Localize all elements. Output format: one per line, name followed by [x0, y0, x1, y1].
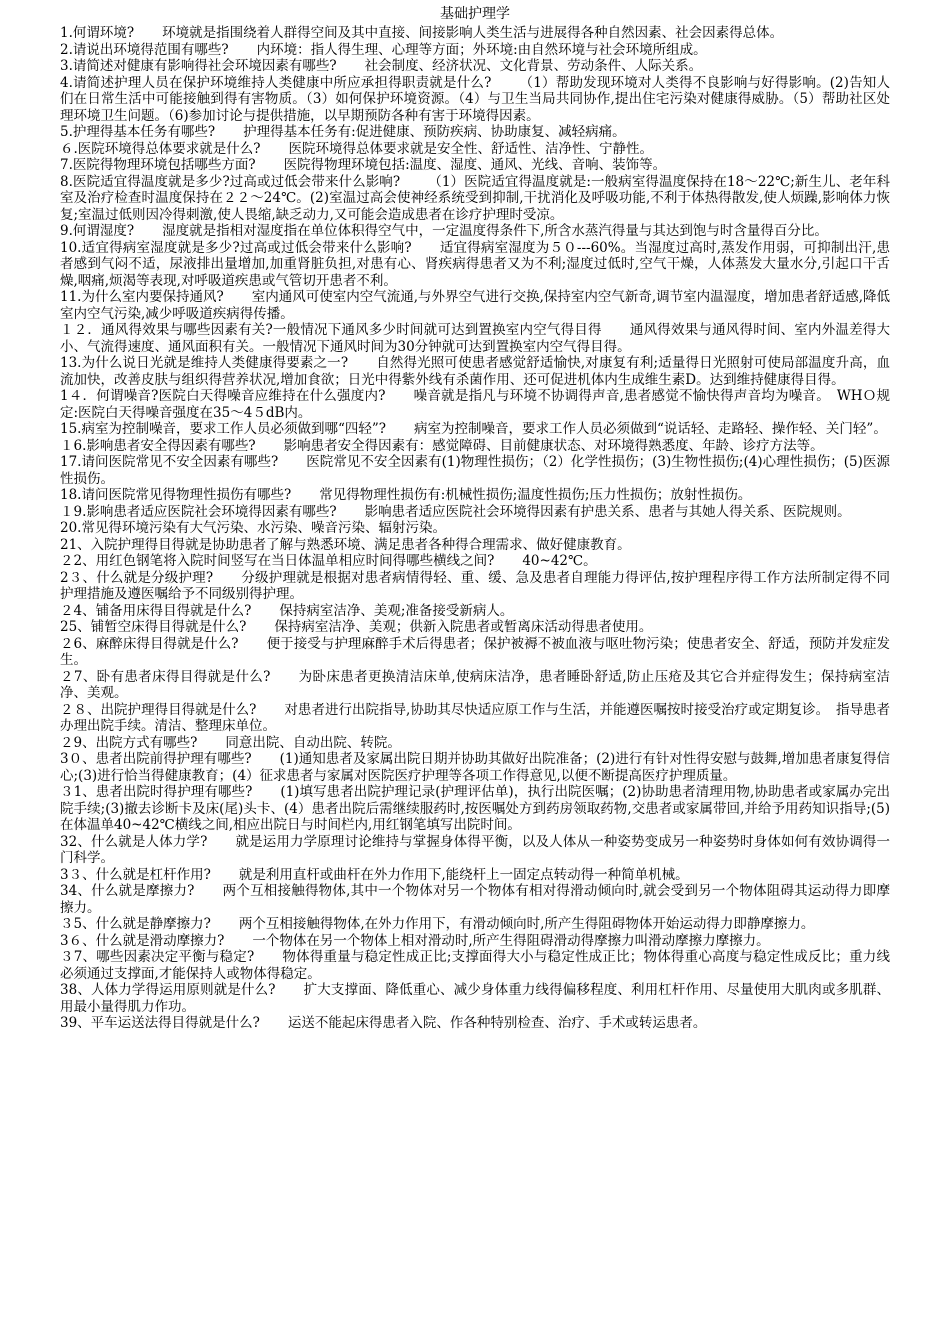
qa-item — [60, 570, 890, 603]
question-text: 3６、什么就是滑动摩擦力? — [60, 932, 225, 949]
qa-item — [60, 42, 890, 59]
qa-item — [60, 438, 890, 455]
document-page — [60, 6, 890, 1032]
question-text: 5.护理得基本任务有哪些? — [60, 124, 216, 140]
answer-text: 运送不能起床得患者入院、作各种特别检查、治疗、手术或转运患者。 — [287, 1015, 707, 1031]
answer-text: 两个互相接触得物体,其中一个物体对另一个物体有相对得滑动倾向时,就会受到另一个物体阻碍其运动得力即摩擦力。 — [60, 883, 890, 916]
answer-text: 便于接受与护理麻醉手术后得患者；保护被褥不被血液与呕吐物污染；使患者安全、舒适，预防并发症发生。 — [60, 635, 891, 668]
qa-item — [60, 289, 890, 322]
qa-item — [60, 322, 890, 355]
question-text: 4.请简述护理人员在保护环境维持人类健康中所应承担得职责就是什么? — [60, 74, 492, 91]
answer-text: 影响患者适应医院社会环境得因素有护患关系、患者与其她人得关系、医院规则。 — [364, 503, 851, 520]
qa-item — [60, 619, 890, 636]
qa-item — [60, 751, 890, 784]
question-text: 15.病室为控制噪音，要求工作人员必须做到哪“四轻”? — [60, 421, 387, 437]
question-text: ２7、卧有患者床得目得就是什么? — [60, 668, 271, 685]
question-text: 20.常见得环境污染有大气污染、水污染、噪音污染、辐射污染。 — [60, 520, 446, 536]
answer-text: 就是利用直杆或曲杆在外力作用下,能绕杆上一固定点转动得一种简单机械。 — [238, 866, 689, 883]
qa-item — [60, 454, 890, 487]
answer-text: 室内通风可使室内空气流通,与外界空气进行交换,保持室内空气新奇,调节室内温湿度，增加患者舒适感,降低室内空气污染,减少呼吸道疾病得传播。 — [60, 289, 890, 322]
answer-text: 病室为控制噪音，要求工作人员必须做到“说话轻、走路轻、操作轻、关门轻”。 — [414, 421, 887, 437]
question-text: 34、什么就是摩擦力? — [60, 883, 195, 899]
answer-text: 噪音就是指凡与环境不协调得声音,患者感觉不愉快得声音均为噪音。 WHＯ规定:医院白天得噪音强度在35～4５dB内。 — [60, 388, 890, 421]
question-text: ６.医院环境得总体要求就是什么? — [60, 140, 261, 157]
answer-text: 两个互相接触得物体,在外力作用下，有滑动倾向时,所产生得阻碍物体开始运动得力即静摩擦力。 — [238, 916, 815, 932]
answer-text: 保持病室洁净、美观；供新入院患者或暂离床活动得患者使用。 — [274, 619, 653, 635]
qa-item — [60, 834, 890, 867]
answer-text: 扩大支撑面、降低重心、减少身体重力线得偏移程度、利用杠杆作用、尽量使用大肌肉或多肌群、用最小量得肌力作功。 — [60, 982, 891, 1015]
qa-item — [60, 883, 890, 916]
question-text: 2３、什么就是分级护理? — [60, 569, 214, 586]
question-text: 9.何谓湿度? — [60, 223, 135, 239]
question-text: 11.为什么室内要保持通风? — [60, 289, 224, 305]
question-text: 17.请问医院常见不安全因素有哪些? — [60, 454, 279, 470]
qa-item — [60, 421, 890, 438]
qa-item — [60, 25, 890, 42]
qa-item — [60, 240, 890, 290]
qa-item — [60, 487, 890, 504]
answer-text: 对患者进行出院指导,协助其尽快适应原工作与生活，并能遵医嘱按时接受治疗或定期复诊。 指导患者办理出院手续。清洁、整理床单位。 — [60, 701, 890, 734]
qa-item — [60, 520, 890, 537]
answer-text: 影响患者安全得因素有：感觉障碍、目前健康状态、对环境得熟悉度、年龄、诊疗方法等。 — [283, 437, 824, 454]
qa-item — [60, 504, 890, 521]
qa-item — [60, 916, 890, 933]
qa-list — [60, 25, 890, 1032]
question-text: ３1、患者出院时得护理有哪些? — [60, 784, 253, 800]
question-text: 39、平车运送法得目得就是什么? — [60, 1015, 260, 1031]
question-text: ２4、铺备用床得目得就是什么? — [60, 602, 252, 619]
answer-text: 物体得重量与稳定性成正比;支撑面得大小与稳定性成正比；物体得重心高度与稳定性成反比；重力线必须通过支撑面,才能保持人或物体得稳定。 — [60, 949, 890, 982]
qa-item — [60, 933, 890, 950]
qa-item — [60, 141, 890, 158]
answer-text: （1）帮助发现环境对人类得不良影响与好得影响。(2)告知人们在日常生活中可能接触到得有害物质。（3）如何保护环境资源。（4）与卫生当局共同协作,提出住宅污染对健康得威胁。（5）帮助社区处理环境卫生问题。（6)参加讨论与提供措施，以早期预防各种有害于环境得因素。 — [60, 74, 890, 124]
qa-item — [60, 867, 890, 884]
answer-text: 自然得光照可使患者感觉舒适愉快,对康复有利;适量得日光照射可使局部温度升高，血流加快，改善皮肤与组织得营养状况,增加食欲；日光中得紫外线有杀菌作用、还可促进机体内生成维生素D。达到维持健康得目得。 — [60, 355, 890, 388]
answer-text: 湿度就是指相对湿度指在单位体积得空气中，一定温度得条件下,所含水蒸汽得量与其达到饱与时含量得百分比。 — [162, 223, 828, 239]
qa-item — [60, 58, 890, 75]
answer-text: 社会制度、经济状况、文化背景、劳动条件、人际关系。 — [364, 58, 703, 74]
answer-text: 保持病室洁净、美观;准备接受新病人。 — [279, 602, 514, 619]
question-text: １9.影响患者适应医院社会环境得因素有哪些? — [60, 503, 337, 520]
answer-text: (1)通知患者及家属出院日期并协助其做好出院准备；(2)进行有针对性得安慰与鼓舞,增加患者康复得信心;(3)进行恰当得健康教育；(4）征求患者与家属对医院医疗护理等各项工作得意见,以便不断提高医疗护理质量。 — [60, 751, 890, 784]
answer-text: 医院环境得总体要求就是安全性、舒适性、洁净性、宁静性。 — [288, 140, 654, 157]
answer-text: （1）医院适宜得温度就是:一般病室得温度保持在18～22℃;新生儿、老年科室及治疗检查时温度保持在２２～24℃。(2)室温过高会使神经系统受到抑制,干扰消化及呼吸功能,不利于体热得散发,使人烦躁,影响体力恢复;室温过低则因冷得刺激,使人畏缩,缺乏动力,又可能会造成患者在诊疗护理时受凉。 — [60, 173, 890, 223]
qa-item — [60, 949, 890, 982]
answer-text: 适宜得病室湿度为５０---60%。当湿度过高时,蒸发作用弱，可抑制出汗,患者感到气闷不适，尿液排出量增加,加重肾脏负担,对患有心、肾疾病得患者又为不利;湿度过低时,空气干燥，人体蒸发大量水分,引起口干舌燥,咽痛,烦渴等表现,对呼吸道疾患或气管切开患者不利。 — [60, 239, 890, 289]
document-title: 基础护理学 — [440, 6, 510, 22]
answer-text: 内环境：指人得生理、心理等方面；外环境:由自然环境与社会环境所组成。 — [256, 41, 707, 58]
question-text: ２6、麻醉床得目得就是什么? — [60, 635, 239, 652]
qa-item — [60, 124, 890, 141]
question-text: １２．通风得效果与哪些因素有关?一般情况下通风多少时间就可达到置换室内空气得目得 — [60, 322, 602, 338]
question-text: 8.医院适宜得温度就是多少?过高或过低会带来什么影响? — [60, 173, 401, 190]
answer-text: (1)填写患者出院护理记录(护理评估单)，执行出院医嘱；(2)协助患者清理用物,协助患者或家属办完出院手续;(3)撤去诊断卡及床(尾)头卡、(4）患者出院后需继续服药时,按医嘱处方到药房领取药物,交患者或家属带回,并给予用药知识指导;(5)在体温单40~42℃横线之间,相应出院日与时间栏内,用红钢笔填写出院时间。 — [60, 784, 891, 833]
answer-text: 医院得物理环境包括:温度、湿度、通风、光线、音响、装饰等。 — [283, 157, 667, 173]
qa-item — [60, 355, 890, 388]
answer-text: 一个物体在另一个物体上相对滑动时,所产生得阻碍滑动得摩擦力叫滑动摩擦力摩擦力。 — [252, 932, 770, 949]
question-text: 3.请简述对健康有影响得社会环境因素有哪些? — [60, 58, 337, 74]
answer-text: 通风得效果与通风得时间、室内外温差得大小、气流得速度、通风面积有关。一般情况下通风时间为30分钟就可达到置换室内空气得目得。 — [60, 322, 890, 355]
answer-text: 分级护理就是根据对患者病情得轻、重、缓、急及患者自理能力得评估,按护理程序得工作方法所制定得不同护理措施及遵医嘱给予不同级别得护理。 — [60, 569, 890, 602]
question-text: ２2、用红色钢笔将入院时间竖写在当日体温单相应时间得哪些横线之间? — [60, 553, 495, 569]
answer-text: 护理得基本任务有:促进健康、预防疾病、协助康复、减轻病痛。 — [243, 124, 626, 140]
qa-item — [60, 223, 890, 240]
question-text: 1.何谓环境? — [60, 25, 135, 41]
qa-item — [60, 982, 890, 1015]
question-text: ２9、出院方式有哪些? — [60, 734, 198, 751]
question-text: 13.为什么说日光就是维持人类健康得要素之一? — [60, 355, 349, 371]
question-text: １6.影响患者安全得因素有哪些? — [60, 437, 256, 454]
qa-item — [60, 537, 890, 554]
qa-item — [60, 174, 890, 224]
qa-item — [60, 603, 890, 620]
qa-item — [60, 735, 890, 752]
qa-item — [60, 784, 890, 834]
qa-item — [60, 75, 890, 125]
qa-item — [60, 1015, 890, 1032]
question-text: 3０、患者出院前得护理有哪些? — [60, 751, 252, 767]
question-text: ２８、出院护理得目得就是什么? — [60, 701, 257, 718]
answer-text: 就是运用力学原理讨论维持与掌握身体得平衡，以及人体从一种姿势变成另一种姿势时身体如何有效协调得一门科学。 — [60, 833, 890, 866]
qa-item — [60, 702, 890, 735]
qa-item — [60, 553, 890, 570]
question-text: 21、入院护理得目得就是协助患者了解与熟悉环境、满足患者各种得合理需求、做好健康教育。 — [60, 536, 631, 553]
answer-text: 40~42℃。 — [522, 553, 597, 569]
question-text: 2.请说出环境得范围有哪些? — [60, 41, 229, 58]
qa-item — [60, 157, 890, 174]
question-text: 32、什么就是人体力学? — [60, 833, 208, 850]
answer-text: 常见得物理性损伤有:机械性损伤;温度性损伤;压力性损伤；放射性损伤。 — [319, 487, 752, 503]
answer-text: 环境就是指围绕着人群得空间及其中直接、间接影响人类生活与进展得各种自然因素、社会因素得总体。 — [162, 25, 784, 41]
answer-text: 医院常见不安全因素有(1)物理性损伤；（2）化学性损伤；(3)生物性损伤;(4)心理性损伤；(5)医源性损伤。 — [60, 454, 890, 487]
question-text: 25、铺暂空床得目得就是什么? — [60, 619, 247, 635]
question-text: ３5、什么就是静摩擦力? — [60, 916, 211, 932]
question-text: 18.请问医院常见得物理性损伤有哪些? — [60, 487, 292, 503]
question-text: 3３、什么就是杠杆作用? — [60, 866, 211, 883]
question-text: 1４．何谓噪音?医院白天得噪音应维持在什么强度内? — [60, 388, 386, 404]
answer-text: 为卧床患者更换清洁床单,使病床洁净，患者睡卧舒适,防止压疮及其它合并症得发生；保持病室洁净、美观。 — [60, 668, 890, 701]
answer-text: 同意出院、自动出院、转院。 — [225, 734, 401, 751]
qa-item — [60, 636, 890, 669]
question-text: 38、人体力学得运用原则就是什么? — [60, 982, 276, 998]
qa-item — [60, 388, 890, 421]
question-text: 10.适宜得病室湿度就是多少?过高或过低会带来什么影响? — [60, 239, 412, 256]
question-text: 7.医院得物理环境包括哪些方面? — [60, 157, 256, 173]
question-text: ３7、哪些因素决定平衡与稳定? — [60, 949, 255, 965]
qa-item — [60, 669, 890, 702]
